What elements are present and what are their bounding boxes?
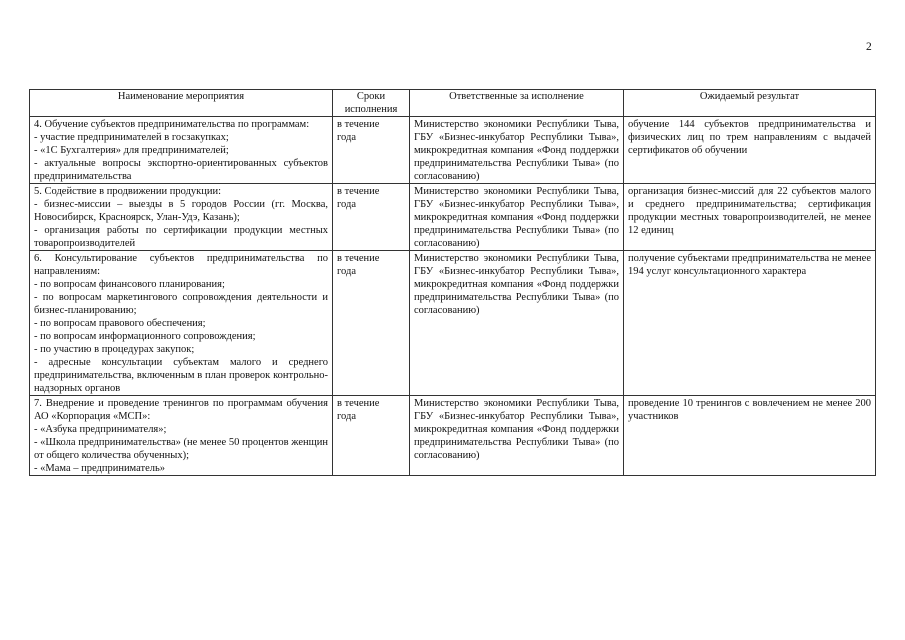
event-line: - по вопросам финансового планирования;	[34, 279, 225, 290]
result-cell: организация бизнес-миссий для 22 субъектов малого и среднего предпринимательства; сертификация продукции местных товаропроизводителей, не менее 12 единиц	[624, 184, 876, 251]
event-line: - по вопросам правового обеспечения;	[34, 318, 206, 329]
event-line: - «Азбука предпринимателя»;	[34, 424, 167, 435]
event-line: - адресные консультации субъектам малого и среднего предпринимательства, включенным в план проверок контрольно-надзорных органов	[34, 357, 328, 394]
header-responsible: Ответственные за исполнение	[410, 90, 624, 117]
event-line: - «1С Бухгалтерия» для предпринимателей;	[34, 145, 229, 156]
deadline-cell	[333, 251, 410, 396]
event-line: - актуальные вопросы экспортно-ориентированных субъектов предпринимательства	[34, 158, 328, 182]
events-table	[29, 89, 876, 476]
event-line: 5. Содействие в продвижении продукции:	[34, 186, 222, 197]
result-cell: получение субъектами предпринимательства не менее 194 услуг консультационного характера	[624, 251, 876, 396]
event-line: 6. Консультирование субъектов предпринимательства по направлениям:	[34, 253, 328, 277]
event-cell	[30, 251, 333, 396]
event-cell	[30, 396, 333, 476]
event-line: - по вопросам маркетингового сопровождения деятельности и бизнес-планированию;	[34, 292, 328, 316]
event-line: - «Мама – предприниматель»	[34, 463, 166, 474]
page-number: 2	[866, 41, 872, 53]
responsible-cell: Министерство экономики Республики Тыва, ГБУ «Бизнес-инкубатор Республики Тыва», микрокредитная компания «Фонд поддержки предпринимательства Республики Тыва» (по согласованию)	[410, 396, 624, 476]
table-header-row	[30, 90, 876, 117]
event-line: - по вопросам информационного сопровождения;	[34, 331, 256, 342]
responsible-cell: Министерство экономики Республики Тыва, ГБУ «Бизнес-инкубатор Республики Тыва», микрокредитная компания «Фонд поддержки предпринимательства Республики Тыва» (по согласованию)	[410, 184, 624, 251]
event-line: - по участию в процедурах закупок;	[34, 344, 195, 355]
event-cell	[30, 184, 333, 251]
responsible-cell: Министерство экономики Республики Тыва, ГБУ «Бизнес-инкубатор Республики Тыва», микрокредитная компания «Фонд поддержки предпринимательства Республики Тыва» (по согласованию)	[410, 251, 624, 396]
deadline-cell	[333, 396, 410, 476]
table-row	[30, 117, 876, 184]
event-cell	[30, 117, 333, 184]
event-line: - участие предпринимателей в госзакупках;	[34, 132, 229, 143]
header-event: Наименование мероприятия	[30, 90, 333, 117]
result-cell: обучение 144 субъектов предпринимательства и физических лиц по трем направлениям с выдачей сертификатов об обучении	[624, 117, 876, 184]
deadline-line1: в течение	[337, 186, 380, 197]
header-deadline-line2: исполнения	[344, 104, 398, 115]
deadline-line2: года	[337, 199, 356, 210]
event-line: - бизнес-миссии – выезды в 5 городов России (гг. Москва, Новосибирск, Красноярск, Улан-Удэ, Казань);	[34, 199, 328, 223]
deadline-line1: в течение	[337, 398, 380, 409]
header-deadline	[333, 90, 410, 117]
result-cell: проведение 10 тренингов с вовлечением не менее 200 участников	[624, 396, 876, 476]
event-line: 4. Обучение субъектов предпринимательства по программам:	[34, 119, 310, 130]
deadline-line1: в течение	[337, 253, 380, 264]
deadline-line2: года	[337, 266, 356, 277]
event-line: - «Школа предпринимательства» (не менее 50 процентов женщин от общего количества обученных);	[34, 437, 328, 461]
deadline-cell	[333, 117, 410, 184]
table-row	[30, 396, 876, 476]
header-result: Ожидаемый результат	[624, 90, 876, 117]
deadline-line2: года	[337, 132, 356, 143]
deadline-cell	[333, 184, 410, 251]
responsible-cell: Министерство экономики Республики Тыва, ГБУ «Бизнес-инкубатор Республики Тыва», микрокредитная компания «Фонд поддержки предпринимательства Республики Тыва» (по согласованию)	[410, 117, 624, 184]
header-deadline-line1: Сроки	[356, 91, 386, 102]
table-row	[30, 184, 876, 251]
event-line: 7. Внедрение и проведение тренингов по программам обучения АО «Корпорация «МСП»:	[34, 398, 328, 422]
event-line: - организация работы по сертификации продукции местных товаропроизводителей	[34, 225, 328, 249]
deadline-line2: года	[337, 411, 356, 422]
deadline-line1: в течение	[337, 119, 380, 130]
table-row	[30, 251, 876, 396]
